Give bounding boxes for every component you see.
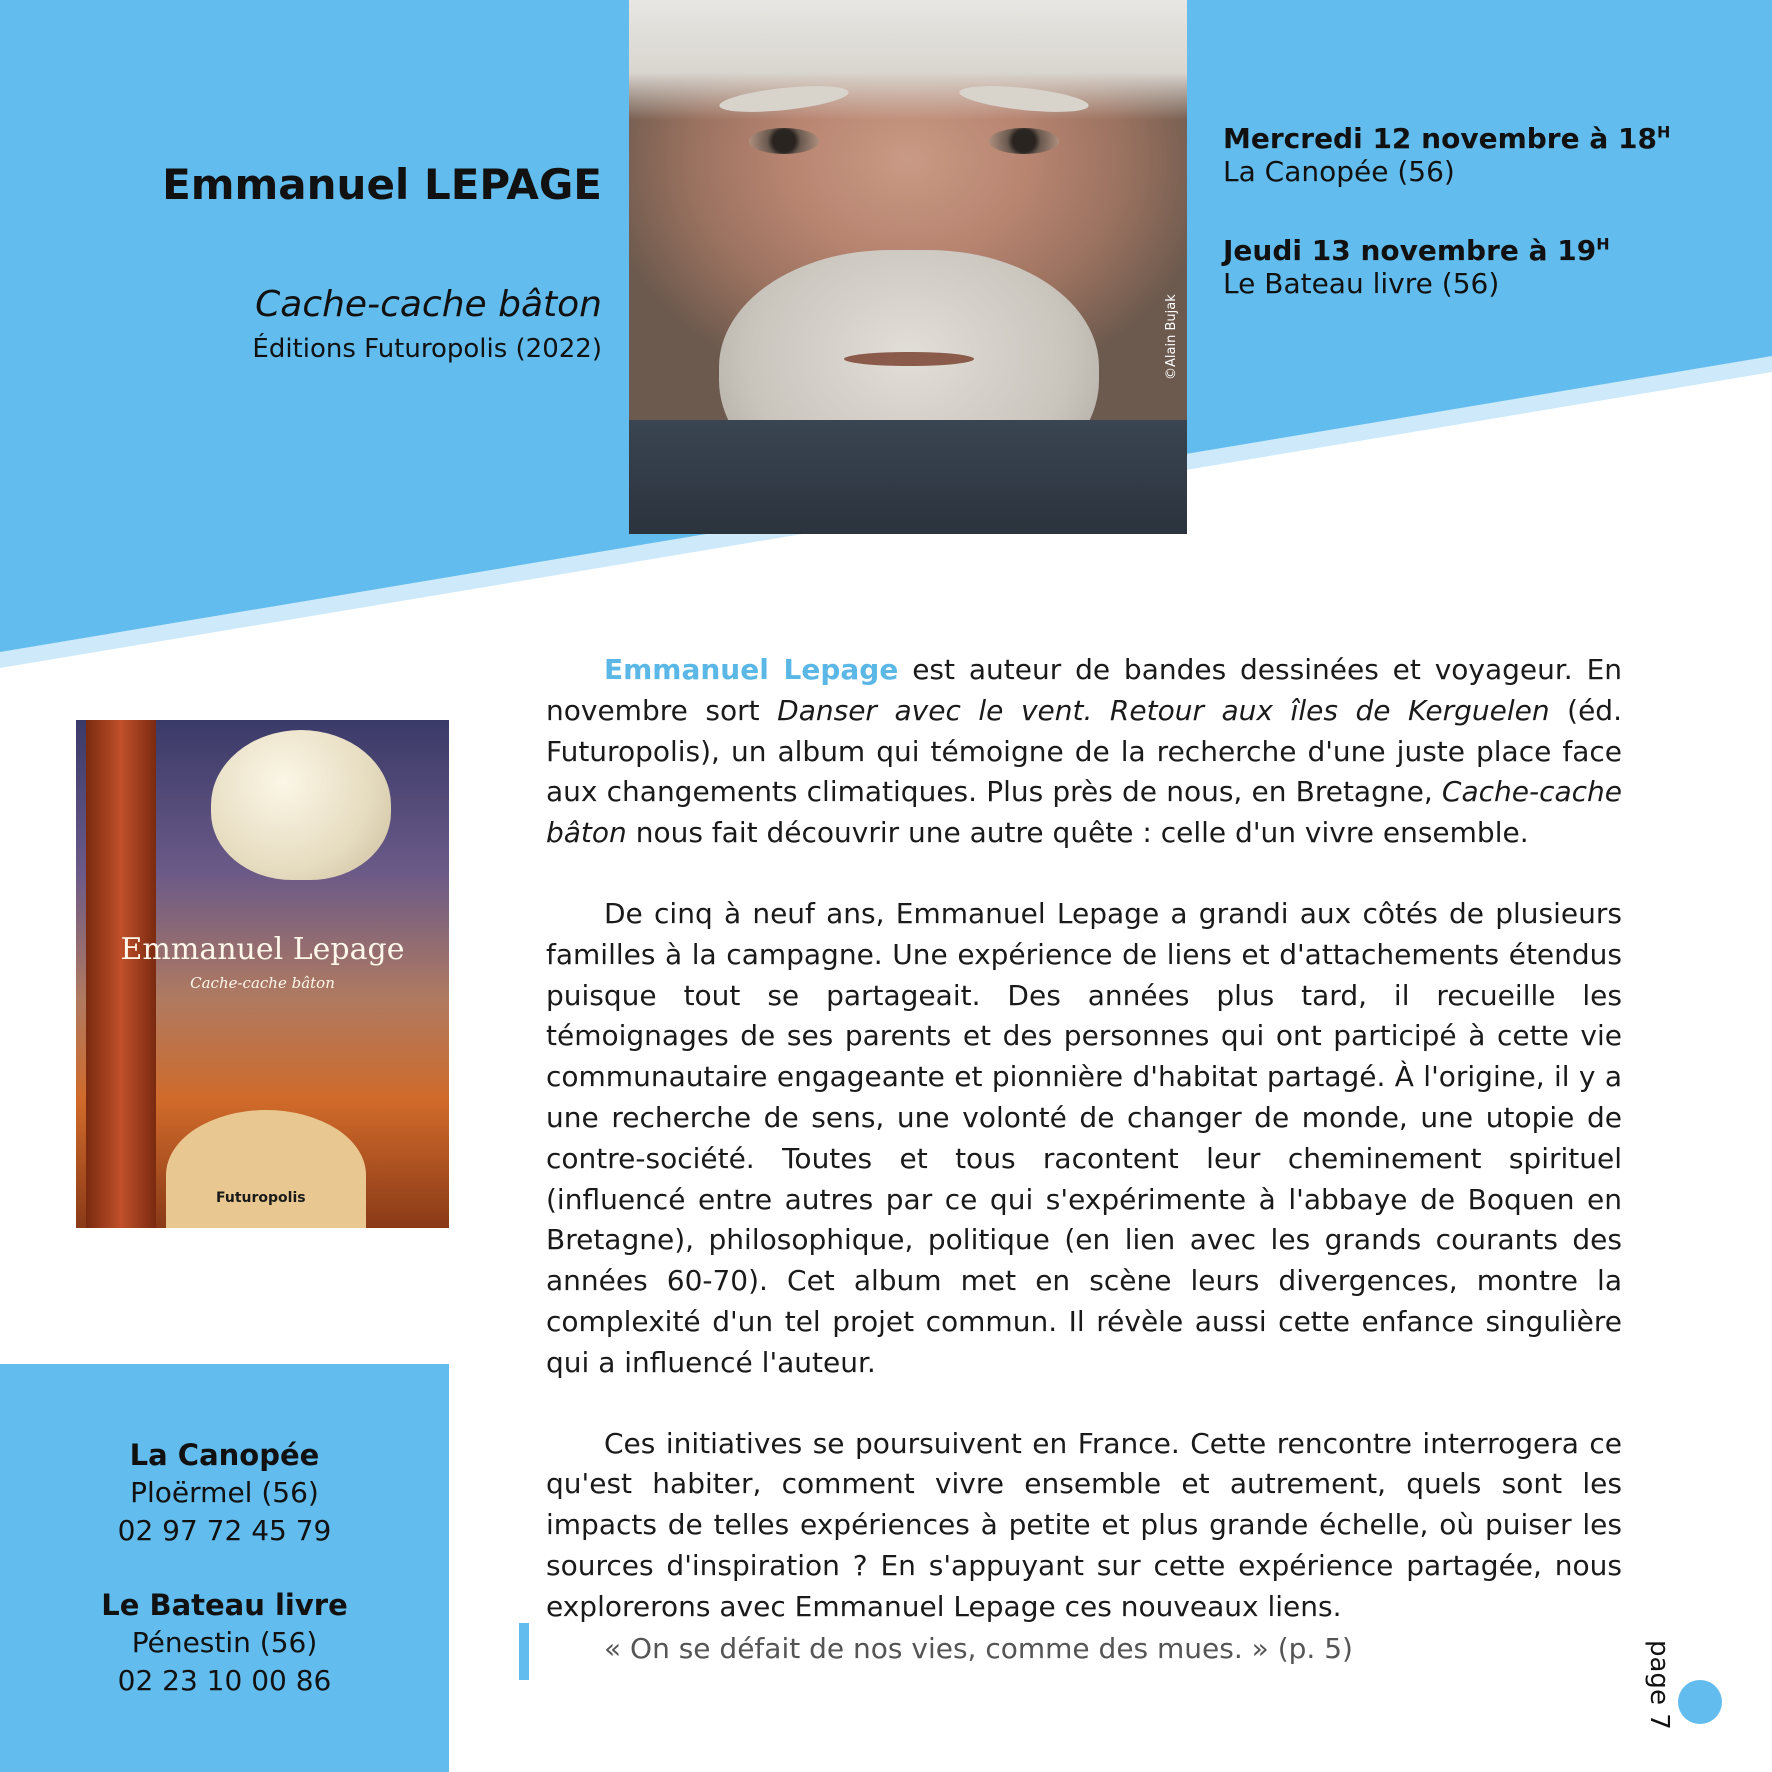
event-2 — [1223, 234, 1610, 300]
event-2-hour-sup: H — [1596, 234, 1610, 254]
quote-bar — [519, 1623, 529, 1680]
paragraph-2: De cinq à neuf ans, Emmanuel Lepage a grandi aux côtés de plusieurs familles à la campagne. Une expérience de liens et d'attachements étendus puisque tout se partageait. Des années plus tard, il recueille les témoignages de ses parents et des personnes qui ont participé à cette vie communautaire engageante et pionnière d'habitat partagé. À l'origine, il y a une recherche de sens, une volonté de changer de monde, une utopie de contre-société. Toutes et tous racontent leur cheminement spirituel (influencé entre autres par ce qui s'expérimente à l'abbaye de Boquen en Bretagne), philosophique, politique (en lien avec les grands courants des années 60-70). Cet album met en scène leurs divergences, montre la complexité d'un tel projet commun. Il révèle aussi cette enfance singulière qui a influencé l'auteur. — [546, 896, 1622, 1379]
page-number: page 7 — [1644, 1640, 1674, 1730]
pull-quote: « On se défait de nos vies, comme des mues. » (p. 5) — [604, 1632, 1353, 1665]
author-highlight: Emmanuel Lepage — [604, 653, 899, 686]
book-cover — [76, 720, 449, 1228]
venue-2 — [0, 1586, 449, 1700]
venue-2-city: Pénestin (56) — [131, 1626, 318, 1659]
venue-2-phone: 02 23 10 00 86 — [117, 1664, 332, 1697]
cover-publisher-logo: Futuropolis — [216, 1190, 306, 1206]
event-2-place: Le Bateau livre (56) — [1223, 267, 1500, 300]
book-reference-1: Danser avec le vent. Retour aux îles de Kerguelen — [777, 693, 1550, 727]
venue-1-city: Ploërmel (56) — [130, 1476, 319, 1509]
paragraph-1 — [546, 650, 1622, 854]
book-title: Cache-cache bâton — [255, 284, 602, 325]
photo-credit: ©Alain Bujak — [1164, 294, 1179, 380]
cover-author: Emmanuel Lepage — [120, 932, 405, 967]
cover-title: Cache-cache bâton — [190, 974, 335, 992]
book-reference-2: Cache-cache bâton — [546, 775, 1622, 850]
venue-1 — [0, 1436, 449, 1550]
paragraph-1-text-c: nous fait découvrir une autre quête : celle d'un vivre ensemble. — [626, 816, 1529, 850]
venues-sidebar — [0, 1364, 449, 1772]
author-portrait — [629, 0, 1187, 534]
venue-1-phone: 02 97 72 45 79 — [117, 1514, 332, 1547]
author-name: Emmanuel LEPAGE — [162, 160, 602, 209]
venue-1-name: La Canopée — [129, 1438, 320, 1472]
publisher: Éditions Futuropolis (2022) — [252, 334, 602, 364]
paragraph-1-text-a: est auteur de bandes dessinées et voyageur. En novembre sort — [546, 653, 1622, 727]
balloon-illustration — [211, 730, 391, 880]
event-1-place: La Canopée (56) — [1223, 155, 1455, 188]
paragraph-1-text-b: (éd. Futuropolis), un album qui témoigne de la recherche d'une juste place face aux changements climatiques. Plus près de nous, en Bretagne, — [546, 693, 1622, 809]
event-1-hour-sup: H — [1656, 122, 1671, 142]
venue-2-name: Le Bateau livre — [101, 1588, 348, 1622]
article-body — [546, 650, 1622, 1668]
page-number-badge — [1678, 1680, 1722, 1724]
event-1-date: Mercredi 12 novembre à 18 — [1223, 122, 1657, 155]
event-1 — [1223, 122, 1670, 188]
paragraph-3: Ces initiatives se poursuivent en France. Cette rencontre interrogera ce qu'est habiter, comment vivre ensemble et autrement, quels sont les impacts de telles expériences à petite et plus grande échelle, où puiser les sources d'inspiration ? En s'appuyant sur cette expérience partagée, nous explorerons avec Emmanuel Lepage ces nouveaux liens. — [546, 1426, 1622, 1623]
event-2-date: Jeudi 13 novembre à 19 — [1223, 234, 1597, 267]
